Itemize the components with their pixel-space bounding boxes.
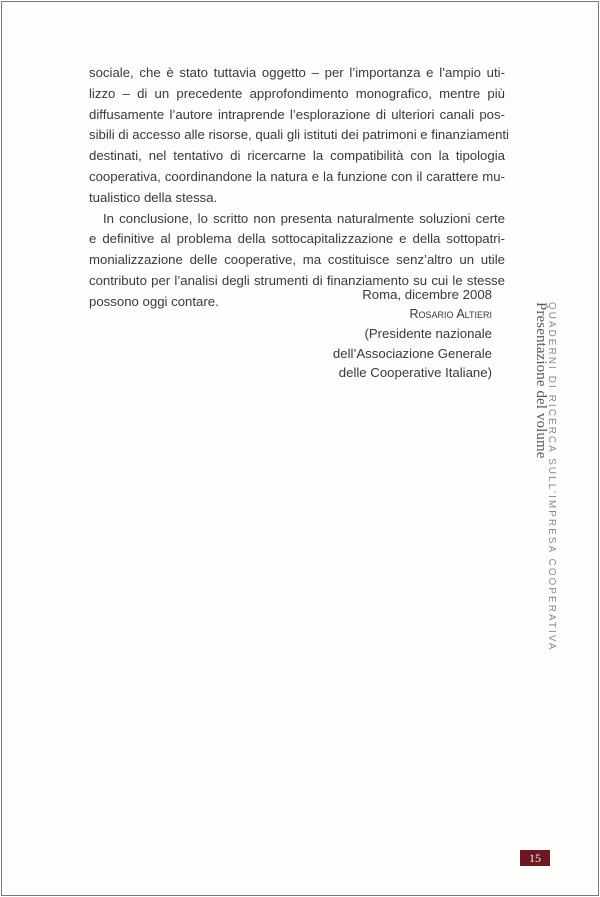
running-head-series: QUADERNI DI RICERCA SULL’IMPRESA COOPERATIVA — [546, 302, 557, 652]
text-line: destinati, nel tentativo di ricercarne la compatibilità con la tipologia — [89, 148, 505, 164]
book-page — [1, 1, 599, 896]
text-line: sociale, che è stato tuttavia oggetto – per l’importanza e l’ampio uti- — [89, 65, 505, 80]
body-text — [89, 63, 509, 313]
text-line: In conclusione, lo scritto non presenta naturalmente soluzioni certe — [103, 210, 505, 226]
author-role-line: (Presidente nazionale — [364, 326, 492, 341]
place-date: Roma, dicembre 2008 — [362, 287, 492, 302]
paragraph-1 — [89, 63, 509, 209]
author-role-line: delle Cooperative Italiane) — [338, 365, 492, 380]
text-line: sibili di accesso alle risorse, quali gli istituti dei patrimoni e finanziamenti — [89, 127, 509, 143]
running-head — [530, 302, 560, 752]
text-line: possono oggi contare. — [89, 293, 219, 309]
text-line: e definitive al problema della sottocapitalizzazione e della sottopatri- — [89, 231, 505, 247]
text-line: monializzazione delle cooperative, ma costituisce senz’altro un utile — [89, 252, 505, 268]
text-line: cooperativa, coordinandone la natura e la funzione con il carattere mu- — [89, 168, 505, 184]
text-line: tualistico della stessa. — [89, 189, 218, 205]
author-name: Rosario Altieri — [409, 306, 492, 321]
text-line: lizzo – di un precedente approfondimento monografico, mentre più — [89, 85, 505, 101]
text-line: diffusamente l’autore intraprende l’esplorazione di ulteriori canali pos- — [89, 106, 505, 122]
author-role-line: dell’Associazione Generale — [332, 345, 492, 361]
running-head-title: Presentazione del volume — [533, 302, 549, 459]
page-number: 15 — [520, 850, 550, 866]
signature-block — [322, 285, 492, 383]
text-line: contributo per l’analisi degli strumenti di finanziamento su cui le stesse — [89, 272, 505, 288]
